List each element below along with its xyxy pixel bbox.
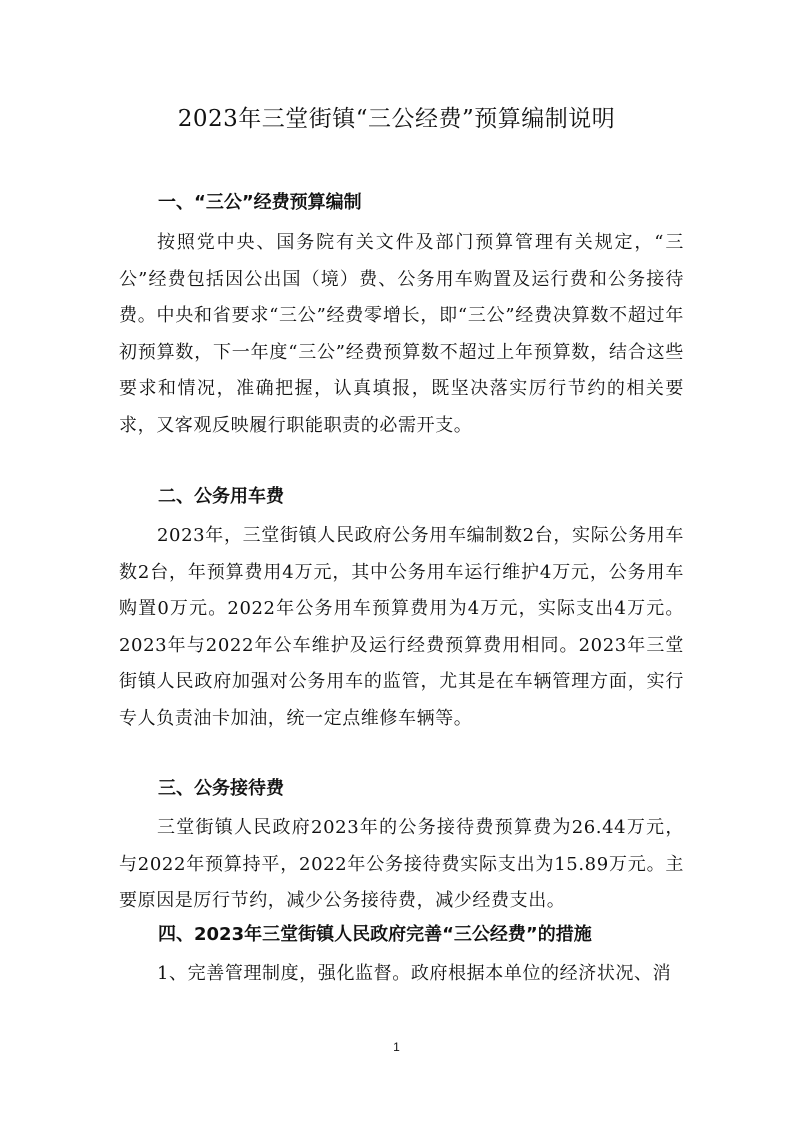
document-title: 2023年三堂街镇“三公经费”预算编制说明 — [177, 106, 616, 132]
section-heading-4: 四、2023年三堂街镇人民政府完善“三公经费”的措施 — [158, 924, 592, 945]
section-heading-3: 三、公务接待费 — [158, 778, 284, 799]
page-number: 1 — [393, 1040, 400, 1054]
section-paragraph-1: 按照党中央、国务院有关文件及部门预算管理有关规定，“三公”经费包括因公出国（境）费、公务用车购置及运行费和公务接待费。中央和省要求“三公”经费零增长，即“三公”经费决算数不超过年初预算数，下一年度“三公”经费预算数不超过上年预算数，结合这些要求和情况，准确把握，认真填报，既坚决落实厉行节约的相关要求，又客观反映履行职能职责的必需开支。 — [119, 232, 684, 436]
section-heading-1: 一、“三公”经费预算编制 — [158, 192, 362, 213]
section-heading-2: 二、公务用车费 — [158, 486, 284, 507]
section-paragraph-3: 三堂街镇人民政府2023年的公务接待费预算费为26.44万元，与2022年预算持平，2022年公务接待费实际支出为15.89万元。主要原因是厉行节约，减少公务接待费，减少经费支出。 — [119, 817, 684, 911]
section-paragraph-4: 1、完善管理制度，强化监督。政府根据本单位的经济状况、消 — [157, 963, 672, 984]
section-paragraph-2: 2023年，三堂街镇人民政府公务用车编制数2台，实际公务用车数2台，年预算费用4万元，其中公务用车运行维护4万元，公务用车购置0万元。2022年公务用车预算费用为4万元，实际支出4万元。2023年与2022年公车维护及运行经费预算费用相同。2023年三堂街镇人民政府加强对公务用车的监管，尤其是在车辆管理方面，实行专人负责油卡加油，统一定点维修车辆等。 — [119, 525, 685, 729]
